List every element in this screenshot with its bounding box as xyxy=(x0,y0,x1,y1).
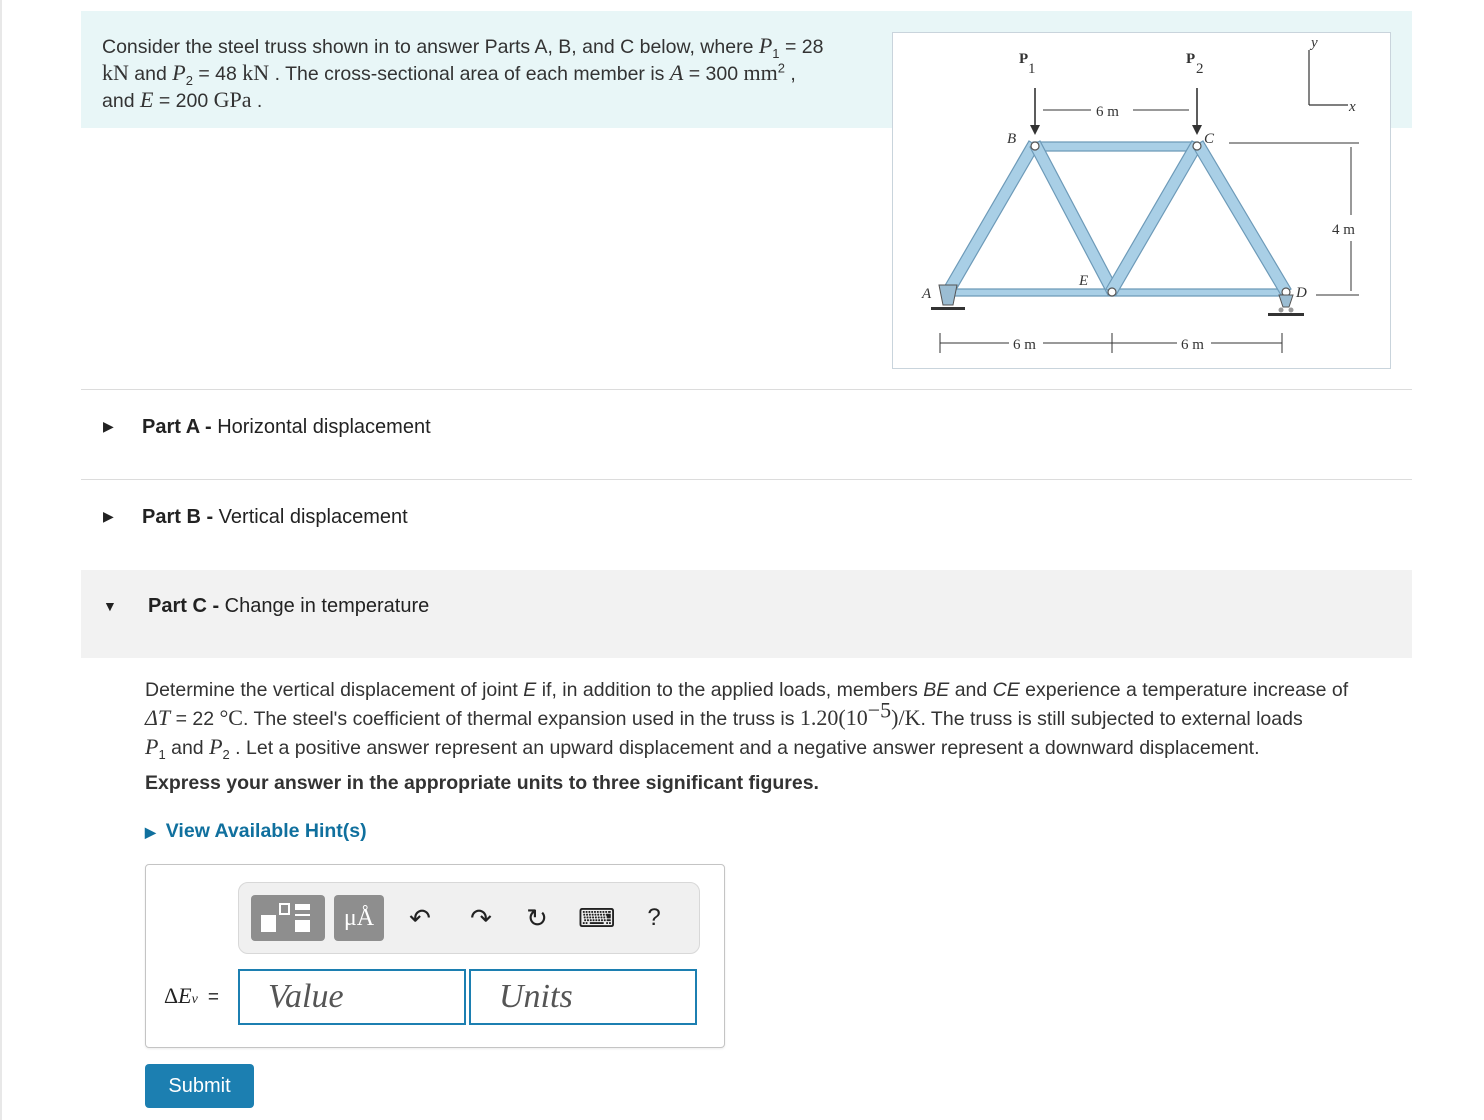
joint-c-label: C xyxy=(1204,131,1215,147)
bottom-dim-left-label: 6 m xyxy=(1013,337,1036,353)
value-input[interactable]: Value xyxy=(238,969,466,1025)
p1-sub-label: 1 xyxy=(1028,61,1036,77)
load-p1-arrow xyxy=(1030,88,1040,135)
p2-sub-label: 2 xyxy=(1196,61,1204,77)
joint-b-pin xyxy=(1031,142,1039,150)
joint-e-label: E xyxy=(1079,273,1089,289)
templates-icon xyxy=(251,895,325,941)
load-p2-arrow xyxy=(1192,88,1202,135)
member-ae xyxy=(946,289,1112,296)
member-be xyxy=(1030,141,1118,295)
bottom-dim-right-label: 6 m xyxy=(1181,337,1204,353)
answer-box xyxy=(145,864,725,1048)
member-ed xyxy=(1112,289,1290,296)
joint-c-pin xyxy=(1193,142,1201,150)
joint-d-label: D xyxy=(1296,285,1307,301)
y-axis-label: y xyxy=(1311,35,1318,51)
templates-button[interactable] xyxy=(251,895,325,941)
collapse-arrow-icon: ▼ xyxy=(103,598,117,614)
view-hints-link[interactable] xyxy=(145,820,367,843)
part-b-header[interactable] xyxy=(81,498,1412,538)
hint-label: View Available Hint(s) xyxy=(165,820,367,842)
top-dim-label: 6 m xyxy=(1096,104,1119,120)
p1-label: P xyxy=(1019,51,1029,67)
units-button[interactable]: μÅ xyxy=(334,895,384,941)
xy-axes xyxy=(1309,50,1348,105)
member-cd xyxy=(1193,141,1291,295)
part-a-title: Part A - Horizontal displacement xyxy=(142,416,431,438)
answer-label: ΔEv = xyxy=(164,983,219,1008)
reset-icon[interactable]: ↻ xyxy=(526,903,548,933)
submit-button[interactable]: Submit xyxy=(145,1064,254,1108)
divider xyxy=(81,479,1412,480)
units-input[interactable]: Units xyxy=(469,969,697,1025)
answer-instructions: Express your answer in the appropriate units to three significant figures. xyxy=(145,772,819,794)
member-bc xyxy=(1033,142,1198,151)
intro-text: Consider the steel truss shown in to answer Parts A, B, and C below, where $P_1 = 28$ kN and $P_2 = 48$ kN . The cross-sectional area of each member is A = 300 $mm^2$ , and E = 200 GPa . xyxy=(102,33,824,112)
expand-arrow-icon: ▶ xyxy=(103,418,114,434)
divider xyxy=(81,389,1412,390)
math-toolbar xyxy=(238,882,700,954)
help-icon[interactable]: ? xyxy=(647,904,661,931)
keyboard-icon[interactable]: ⌨ xyxy=(578,903,616,933)
x-axis-label: x xyxy=(1349,99,1356,115)
question-text: Determine the vertical displacement of joint E if, in addition to the applied loads, members BE and CE experience a temperature increase of ΔT = 22 °C. The steel's coefficient of thermal expansion used in the truss is $1.20(10^{-5})/K$. The truss is still subjected to external loads $P_1$ and $P_2$ . Let a positive answer represent an upward displacement and a negative answer represent a downward displacement. xyxy=(145,679,1349,762)
member-ab xyxy=(943,141,1039,295)
hint-arrow-icon: ▶ xyxy=(145,824,156,840)
truss-members xyxy=(943,141,1291,296)
truss-diagram xyxy=(893,33,1390,368)
part-c-title: Part C - Change in temperature xyxy=(148,595,430,617)
truss-figure xyxy=(892,32,1391,369)
part-a-header[interactable] xyxy=(81,408,1412,448)
member-ec xyxy=(1106,141,1202,295)
undo-icon[interactable]: ↶ xyxy=(409,903,431,933)
bottom-dimension xyxy=(940,333,1282,353)
expand-arrow-icon: ▶ xyxy=(103,508,114,524)
left-border xyxy=(0,0,2,1120)
joint-e-pin xyxy=(1108,288,1116,296)
redo-icon[interactable]: ↷ xyxy=(470,903,492,933)
right-dim-label: 4 m xyxy=(1332,222,1355,238)
p2-label: P xyxy=(1186,51,1196,67)
joint-b-label: B xyxy=(1007,131,1017,147)
part-b-title: Part B - Vertical displacement xyxy=(142,506,408,528)
joint-a-label: A xyxy=(922,286,932,302)
part-c-header[interactable] xyxy=(81,570,1412,658)
